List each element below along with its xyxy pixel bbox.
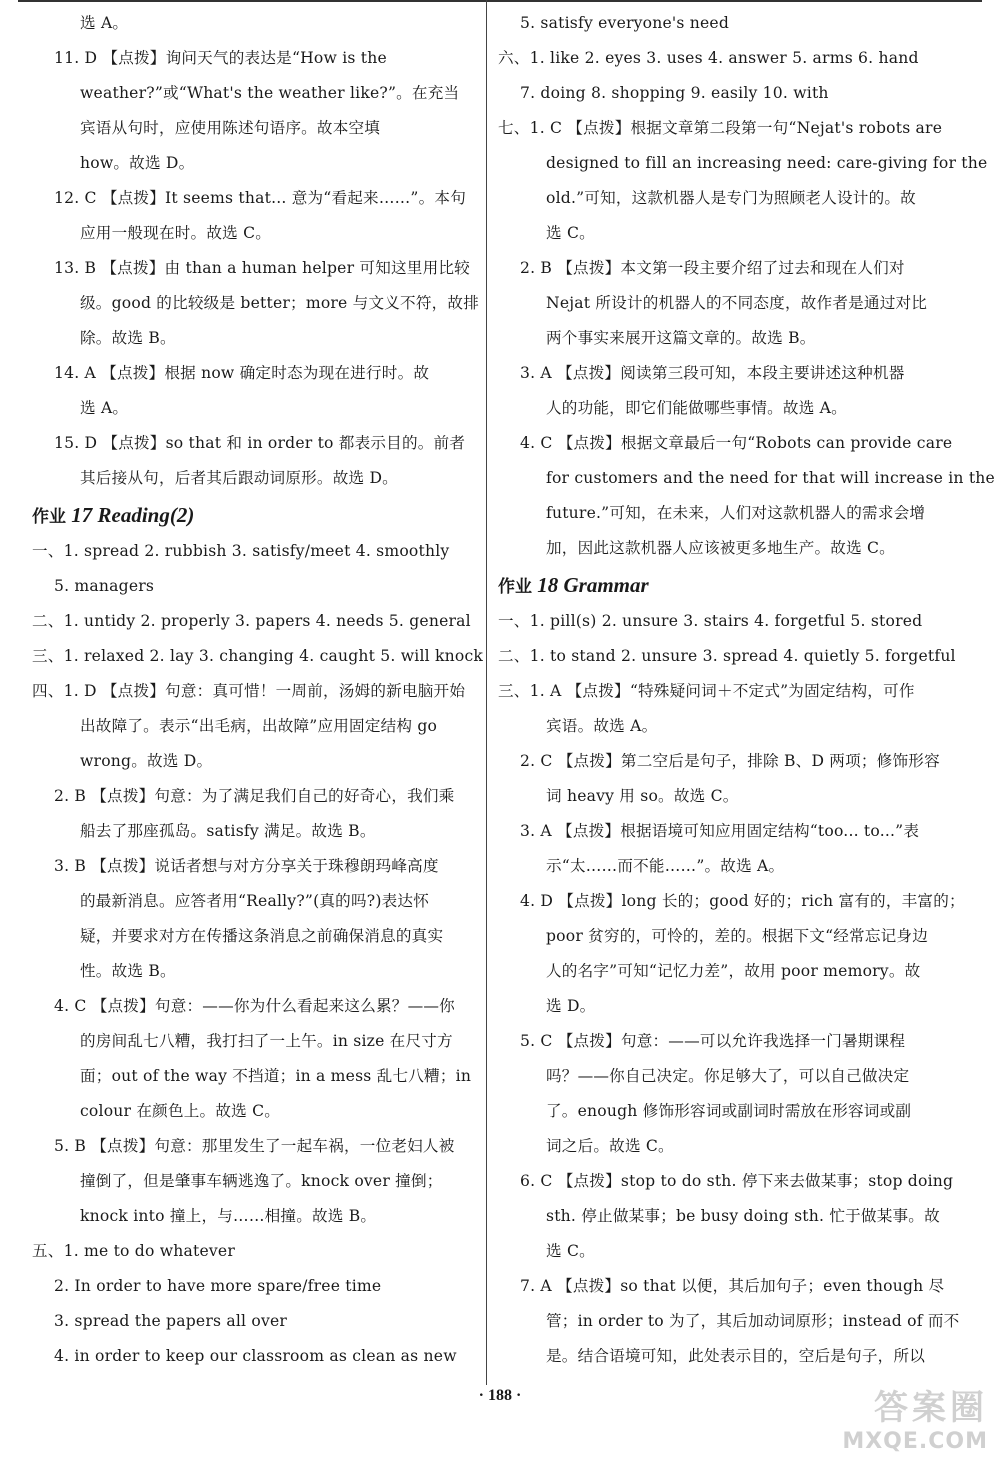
answer-line: 加，因此这款机器人应该被更多地生产。故选 C。 — [546, 539, 895, 557]
heading-label: 作业 — [32, 507, 66, 527]
answer-line: 2. B 【点拨】本文第一段主要介绍了过去和现在人们对 — [520, 259, 905, 277]
top-rule — [18, 0, 982, 2]
answer-line: 2. C 【点拨】第二空后是句子，排除 B、D 两项；修饰形容 — [520, 752, 940, 770]
answer-line: sth. 停止做某事；be busy doing sth. 忙于做某事。故 — [546, 1207, 940, 1225]
answer-line: 二、1. to stand 2. unsure 3. spread 4. quietly 5. forgetful — [498, 647, 956, 665]
answer-line: designed to fill an increasing need: care-giving for the — [546, 154, 988, 172]
answer-line: 3. B 【点拨】说话者想与对方分享关于珠穆朗玛峰高度 — [54, 857, 439, 875]
answer-line: 选 A。 — [80, 14, 129, 32]
answer-line: 六、1. like 2. eyes 3. uses 4. answer 5. arms 6. hand — [498, 49, 919, 67]
answer-line: 三、1. relaxed 2. lay 3. changing 4. caught 5. will knock — [32, 647, 484, 665]
answer-line: 2. In order to have more spare/free time — [54, 1277, 382, 1295]
answer-line: 三、1. A 【点拨】“特殊疑问词＋不定式”为固定结构，可作 — [498, 682, 915, 700]
heading-title: 17 Reading(2) — [66, 503, 195, 527]
answer-line: 撞倒了，但是肇事车辆逃逸了。knock over 撞倒； — [80, 1172, 443, 1190]
answer-line: 应用一般现在时。故选 C。 — [80, 224, 272, 242]
answer-line: 选 A。 — [80, 399, 129, 417]
answer-line: weather?”或“What's the weather like?”。在充当 — [80, 84, 460, 102]
answer-line: 选 C。 — [546, 224, 595, 242]
answer-line: 宾语从句时，应使用陈述句语序。故本空填 — [80, 119, 381, 137]
answer-line: 示“太……而不能……”。故选 A。 — [546, 857, 785, 875]
section-heading — [32, 496, 472, 534]
answer-line: 吗？——你自己决定。你足够大了，可以自己做决定 — [546, 1067, 910, 1085]
answer-line: 了。enough 修饰形容词或副词时需放在形容词或副 — [546, 1102, 912, 1120]
answer-line: 2. B 【点拨】句意：为了满足我们自己的好奇心，我们乘 — [54, 787, 455, 805]
watermark-logo — [768, 1380, 988, 1454]
left-column — [32, 6, 484, 1374]
answer-line: 词之后。故选 C。 — [546, 1137, 674, 1155]
answer-line: 人的功能，即它们能做哪些事情。故选 A。 — [546, 399, 847, 417]
answer-line: 4. C 【点拨】根据文章最后一句“Robots can provide care — [520, 434, 953, 452]
answer-line: poor 贫穷的，可怜的，差的。根据下文“经常忘记身边 — [546, 927, 929, 945]
answer-line: 5. B 【点拨】句意：那里发生了一起车祸，一位老妇人被 — [54, 1137, 455, 1155]
answer-line: 四、1. D 【点拨】句意：真可惜！一周前，汤姆的新电脑开始 — [32, 682, 466, 700]
answer-line: 5. C 【点拨】句意：——可以允许我选择一门暑期课程 — [520, 1032, 906, 1050]
answer-line: 出故障了。表示“出毛病，出故障”应用固定结构 go — [80, 717, 438, 735]
answer-line: 选 C。 — [546, 1242, 595, 1260]
answer-line: colour 在颜色上。故选 C。 — [80, 1102, 280, 1120]
answer-line: 宾语。故选 A。 — [546, 717, 658, 735]
answer-line: 一、1. spread 2. rubbish 3. satisfy/meet 4. smoothly — [32, 542, 450, 560]
answer-line: 两个事实来展开这篇文章的。故选 B。 — [546, 329, 816, 347]
answer-line: old.”可知，这款机器人是专门为照顾老人设计的。故 — [546, 189, 916, 207]
watermark-text: 答案圈 — [874, 1388, 988, 1428]
answer-line: 疑，并要求对方在传播这条消息之前确保消息的真实 — [80, 927, 444, 945]
answer-line: how。故选 D。 — [80, 154, 195, 172]
watermark-url: MXQE.COM — [842, 1429, 988, 1454]
answer-line: 4. C 【点拨】句意：——你为什么看起来这么累？——你 — [54, 997, 455, 1015]
answer-line: 5. satisfy everyone's need — [520, 14, 730, 32]
answer-line: 选 D。 — [546, 997, 596, 1015]
answer-line: 除。故选 B。 — [80, 329, 176, 347]
right-column — [498, 6, 995, 1374]
answer-line: 性。故选 B。 — [80, 962, 176, 980]
answer-line: 13. B 【点拨】由 than a human helper 可知这里用比较 — [54, 259, 470, 277]
answer-line: 4. D 【点拨】long 长的；good 好的；rich 富有的，丰富的； — [520, 892, 965, 910]
answer-line: 15. D 【点拨】so that 和 in order to 都表示目的。前者 — [54, 434, 466, 452]
answer-line: 二、1. untidy 2. properly 3. papers 4. needs 5. general — [32, 612, 471, 630]
answer-line: 3. A 【点拨】阅读第三段可知，本段主要讲述这种机器 — [520, 364, 905, 382]
answer-line: 14. A 【点拨】根据 now 确定时态为现在进行时。故 — [54, 364, 430, 382]
answer-line: for customers and the need for that will increase in the — [546, 469, 995, 487]
answer-line: 7. A 【点拨】so that 以便，其后加句子；even though 尽 — [520, 1277, 945, 1295]
answer-line: 一、1. pill(s) 2. unsure 3. stairs 4. forgetful 5. stored — [498, 612, 923, 630]
answer-line: 12. C 【点拨】It seems that... 意为“看起来……”。本句 — [54, 189, 466, 207]
answer-line: 级。good 的比较级是 better；more 与文义不符，故排 — [80, 294, 479, 312]
answer-line: 管；in order to 为了，其后加动词原形；instead of 而不 — [546, 1312, 960, 1330]
section-heading — [498, 566, 936, 604]
answer-line: 词 heavy 用 so。故选 C。 — [546, 787, 739, 805]
answer-line: 船去了那座孤岛。satisfy 满足。故选 B。 — [80, 822, 376, 840]
answer-line: 面；out of the way 不挡道；in a mess 乱七八糟；in — [80, 1067, 472, 1085]
column-divider — [486, 0, 487, 1385]
answer-line: 3. spread the papers all over — [54, 1312, 288, 1330]
answer-line: 其后接从句，后者其后跟动词原形。故选 D。 — [80, 469, 398, 487]
answer-line: 4. in order to keep our classroom as clean as new — [54, 1347, 457, 1365]
answer-line: future.”可知，在未来，人们对这款机器人的需求会增 — [546, 504, 926, 522]
heading-label: 作业 — [498, 577, 532, 597]
answer-line: 是。结合语境可知，此处表示目的，空后是句子，所以 — [546, 1347, 926, 1365]
answer-line: 的房间乱七八糟，我打扫了一上午。in size 在尺寸方 — [80, 1032, 453, 1050]
answer-line: 七、1. C 【点拨】根据文章第二段第一句“Nejat's robots are — [498, 119, 943, 137]
heading-title: 18 Grammar — [532, 573, 649, 597]
answer-line: 的最新消息。应答者用“Really?”(真的吗?)表达怀 — [80, 892, 429, 910]
answer-line: 人的名字”可知“记忆力差”，故用 poor memory。故 — [546, 962, 921, 980]
answer-line: wrong。故选 D。 — [80, 752, 213, 770]
answer-line: 7. doing 8. shopping 9. easily 10. with — [520, 84, 829, 102]
answer-line: 5. managers — [54, 577, 155, 595]
answer-line: Nejat 所设计的机器人的不同态度，故作者是通过对比 — [546, 294, 928, 312]
answer-line: knock into 撞上，与……相撞。故选 B。 — [80, 1207, 377, 1225]
page-number: · 188 · — [478, 1387, 522, 1404]
answer-line: 3. A 【点拨】根据语境可知应用固定结构“too... to...”表 — [520, 822, 920, 840]
answer-line: 11. D 【点拨】询问天气的表达是“How is the — [54, 49, 387, 67]
answer-line: 五、1. me to do whatever — [32, 1242, 236, 1260]
answer-line: 6. C 【点拨】stop to do sth. 停下来去做某事；stop doing — [520, 1172, 954, 1190]
